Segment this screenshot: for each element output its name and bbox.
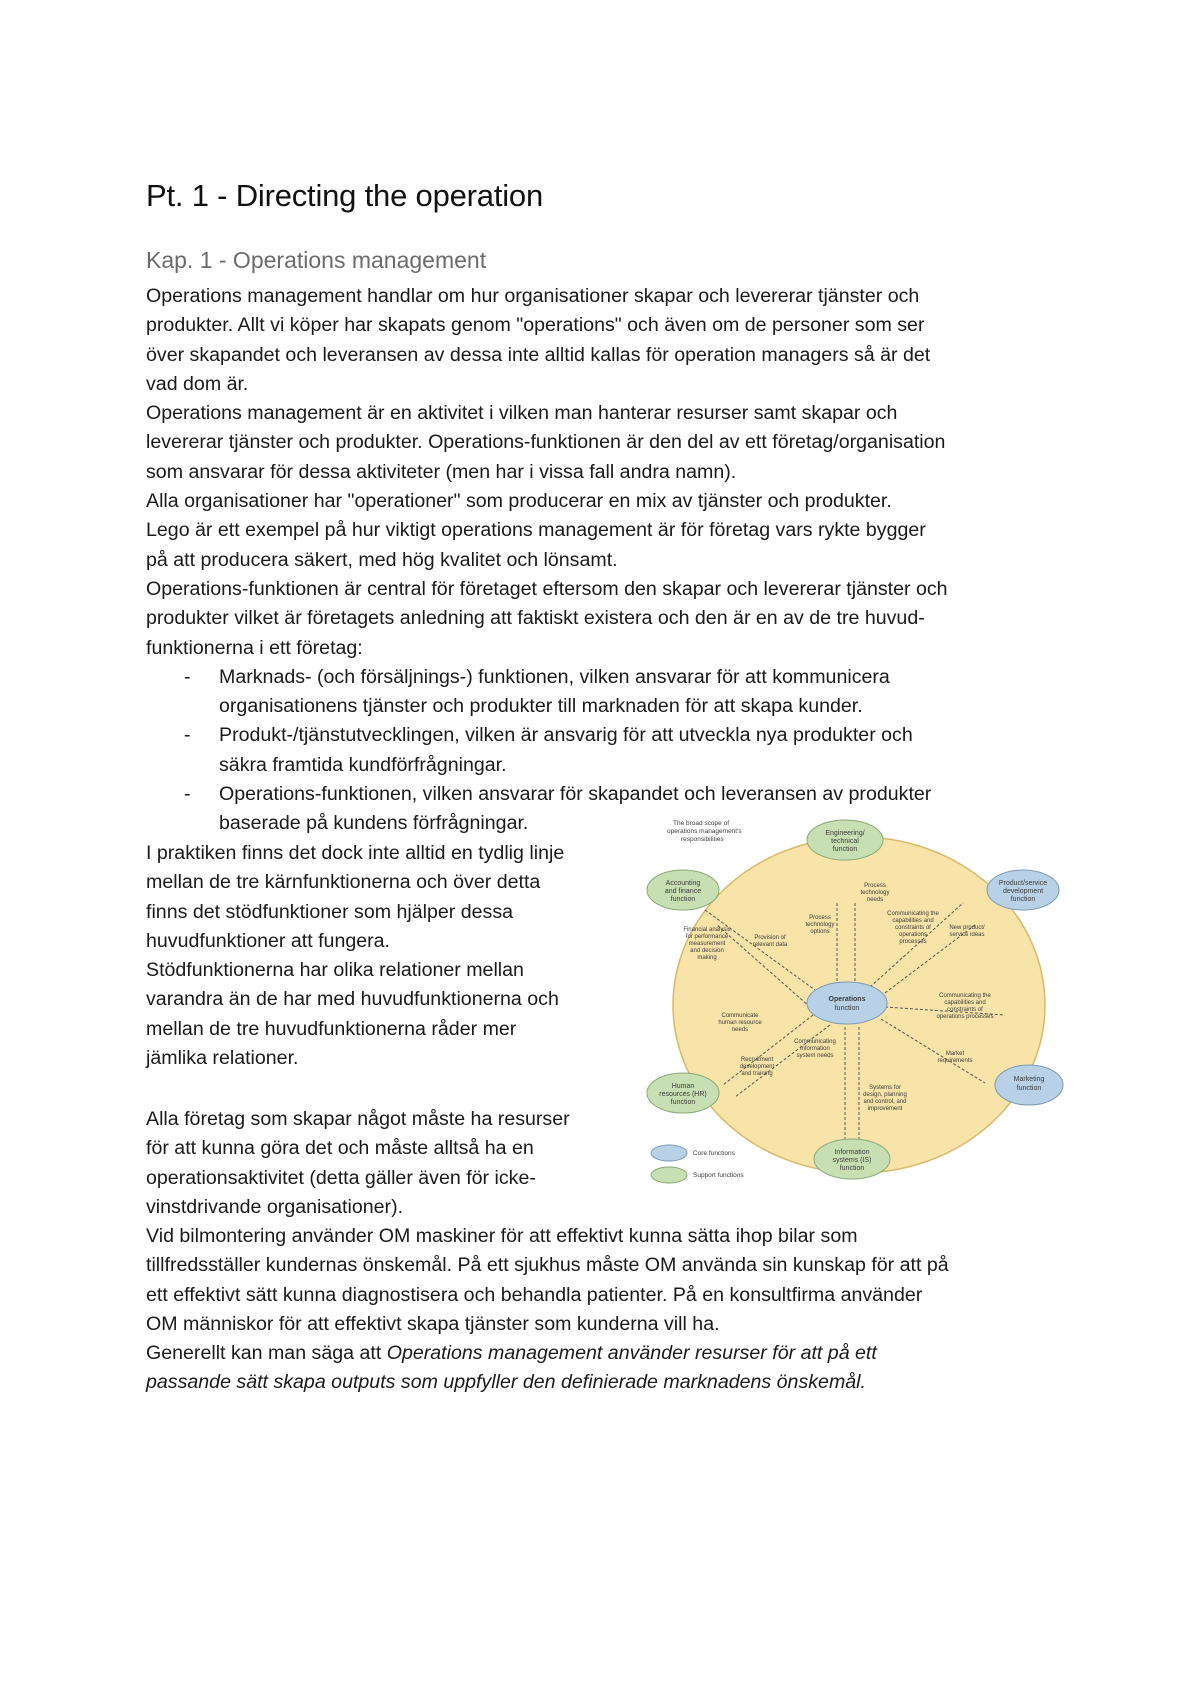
node-label: Accounting [665,880,701,887]
link-label: New product/ [949,925,985,931]
functions-list [146,663,1076,839]
link-label: relevant data [752,942,788,948]
link-label: design, planning [863,1092,907,1098]
text-line: för att kunna göra det och måste alltså ha en [146,1137,534,1160]
link-label: Communicating [794,1039,836,1045]
link-label: operations processes [936,1014,994,1020]
support-functions-paragraph [146,839,636,1073]
link-label: needs [731,1027,749,1033]
text-line: finns det stödfunktioner som hjälper dessa [146,900,514,923]
node-label: Engineering/ [825,830,865,837]
summary-italic: Operations management använder resurser för att på ett [386,1342,877,1365]
list-dash: - [184,724,191,747]
text-line: jämlika relationer. [146,1047,299,1070]
link-label: Financial analysis [683,927,731,933]
link-label: requirements [937,1058,973,1064]
link-label: processes [899,939,927,945]
text-line: Stödfunktionerna har olika relationer mellan [146,959,524,982]
link-label: technology [805,922,835,928]
link-label: improvement [867,1106,903,1112]
text-line: produkter. Allt vi köper har skapats genom "operations" och även om de personer som ser [146,314,925,337]
node-label: function [839,1165,865,1172]
text-line: vinstdrivande organisationer). [146,1195,404,1218]
text-line: funktionerna i ett företag: [146,636,363,659]
text-line: som ansvarar för dessa aktiviteter (men har i vissa fall andra namn). [146,460,737,483]
node-label: Product/service [998,880,1048,887]
link-label: Communicating the [939,993,991,999]
text-line: levererar tjänster och produkter. Operations-funktionen är den del av ett företag/organisation [146,431,946,454]
link-label: options [810,929,830,935]
scope-label-line: operations management's [667,828,742,835]
node-label: function [1016,1085,1042,1092]
link-label: human resource [718,1020,762,1026]
summary-line [146,1368,1076,1397]
link-label: and training [741,1071,773,1077]
link-label: needs [866,897,884,903]
summary-line [146,1339,1076,1368]
text-line: varandra än de har med huvudfunktionerna och [146,988,559,1011]
node-label: Human [671,1083,695,1090]
link-label: Process [809,915,831,921]
text-line: mellan de tre kärnfunktionerna och över detta [146,871,541,894]
legend-support-label: Support functions [693,1172,744,1179]
operations-diagram [645,815,1065,1190]
text-line: OM människor för att effektivt skapa tjänster som kunderna vill ha. [146,1312,720,1335]
text-line: mellan de tre huvudfunktionerna råder mer [146,1017,517,1040]
node-label: systems (IS) [832,1157,872,1164]
node-label: resources (HR) [659,1091,707,1098]
operations-node [807,982,887,1024]
link-label: for performance [685,934,729,940]
legend-core-swatch [651,1145,687,1161]
legend-support-swatch [651,1167,687,1183]
scope-label [667,820,742,843]
link-label: system needs [796,1053,834,1059]
node-label: and finance [664,888,702,895]
link-label: constraints of [895,925,931,931]
text-line: Produkt-/tjänstutvecklingen, vilken är ansvarig för att utveckla nya produkter och [219,724,913,747]
text-line: organisationens tjänster och produkter till marknaden för att skapa kunder. [219,695,863,718]
text-line: ett effektivt sätt kunna diagnostisera och behandla patienter. På en konsultfirma använder [146,1283,923,1306]
link-label: technology [860,890,890,896]
text-line: Operations-funktionen, vilken ansvarar för skapandet och leveransen av produkter [219,783,932,806]
node-label: function [832,846,858,853]
link-label: capabilities and [892,918,934,924]
link-label: service ideas [949,932,985,938]
text-line: produkter vilket är företagets anledning att faktiskt existera och den är en av de tre huvud- [146,607,925,630]
link-label: and decision [690,948,724,954]
text-line: Operations management handlar om hur organisationer skapar och levererar tjänster och [146,285,920,307]
list-dash: - [184,783,191,806]
chapter-heading: Kap. 1 - Operations management [146,247,487,273]
text-line: Marknads- (och försäljnings-) funktionen, vilken ansvarar för att kommunicera [219,665,890,688]
legend-core-label: Core functions [693,1150,735,1157]
list-item [146,663,1076,722]
text-line: över skapandet och leveransen av dessa inte alltid kallas för operation managers så är det [146,343,931,366]
list-dash: - [184,665,191,688]
link-label: Systems for [869,1085,901,1091]
link-label: Recruitment [740,1057,774,1063]
summary-italic: passande sätt skapa outputs som uppfyller den definierade marknadens önskemål. [146,1371,866,1394]
text-line: vad dom är. [146,372,249,395]
link-label: capabilities and [944,1000,986,1006]
node-label: Operations [828,996,866,1003]
examples-paragraph [146,1222,1076,1398]
link-label: and control, and [863,1099,907,1105]
link-label: Communicating the [887,911,939,917]
text-line: operationsaktivitet (detta gäller även för icke- [146,1166,536,1189]
node-label: function [670,1099,696,1106]
node-label: function [834,1005,860,1012]
link-label: measurement [688,941,726,947]
intro-paragraphs [146,282,1076,839]
link-label: Market [945,1051,965,1057]
node-label: function [1010,896,1036,903]
link-label: information [800,1046,830,1052]
node-label: function [670,896,696,903]
text-line: Lego är ett exempel på hur viktigt operations management är för företag vars rykte bygger [146,519,926,542]
text-line: I praktiken finns det dock inte alltid en tydlig linje [146,842,565,864]
text-line: Alla organisationer har "operationer" som producerar en mix av tjänster och produkter. [146,490,892,513]
text-line: Vid bilmontering använder OM maskiner för att effektivt kunna sätta ihop bilar som [146,1225,858,1247]
text-line: Alla företag som skapar något måste ha resurser [146,1108,570,1130]
operations-diagram-svg [645,815,1065,1190]
resources-paragraph [146,1105,636,1222]
text-line: Operations management är en aktivitet i vilken man hanterar resurser samt skapar och [146,402,898,425]
link-label: Communicate [721,1013,759,1019]
text-line: tillfredsställer kundernas önskemål. På ett sjukhus måste OM använda sin kunskap för att på [146,1254,949,1277]
link-label: constraints of [947,1007,983,1013]
node-label: Marketing [1013,1076,1045,1083]
link-label: making [697,955,717,961]
link-label: development [739,1064,775,1070]
text-line: baserade på kundens förfrågningar. [219,812,529,835]
link-label: Process [864,883,886,889]
link-label: operations [898,932,928,938]
scope-label-line: responsibilities [681,836,724,843]
text-line: på att producera säkert, med hög kvalitet och lönsamt. [146,548,618,571]
summary-prefix: Generellt kan man säga att [146,1342,387,1365]
list-item [146,721,1076,780]
text-line: huvudfunktioner att fungera. [146,929,391,952]
scope-label-line: The broad scope of [673,820,730,827]
node-label: technical [831,838,859,845]
link-label: Provision of [754,935,786,941]
page-title: Pt. 1 - Directing the operation [146,178,544,213]
node-label: Information [834,1149,870,1156]
text-line: Operations-funktionen är central för företaget eftersom den skapar och levererar tjänster och [146,577,948,600]
text-line: säkra framtida kundförfrågningar. [219,753,507,776]
node-label: development [1002,888,1044,895]
